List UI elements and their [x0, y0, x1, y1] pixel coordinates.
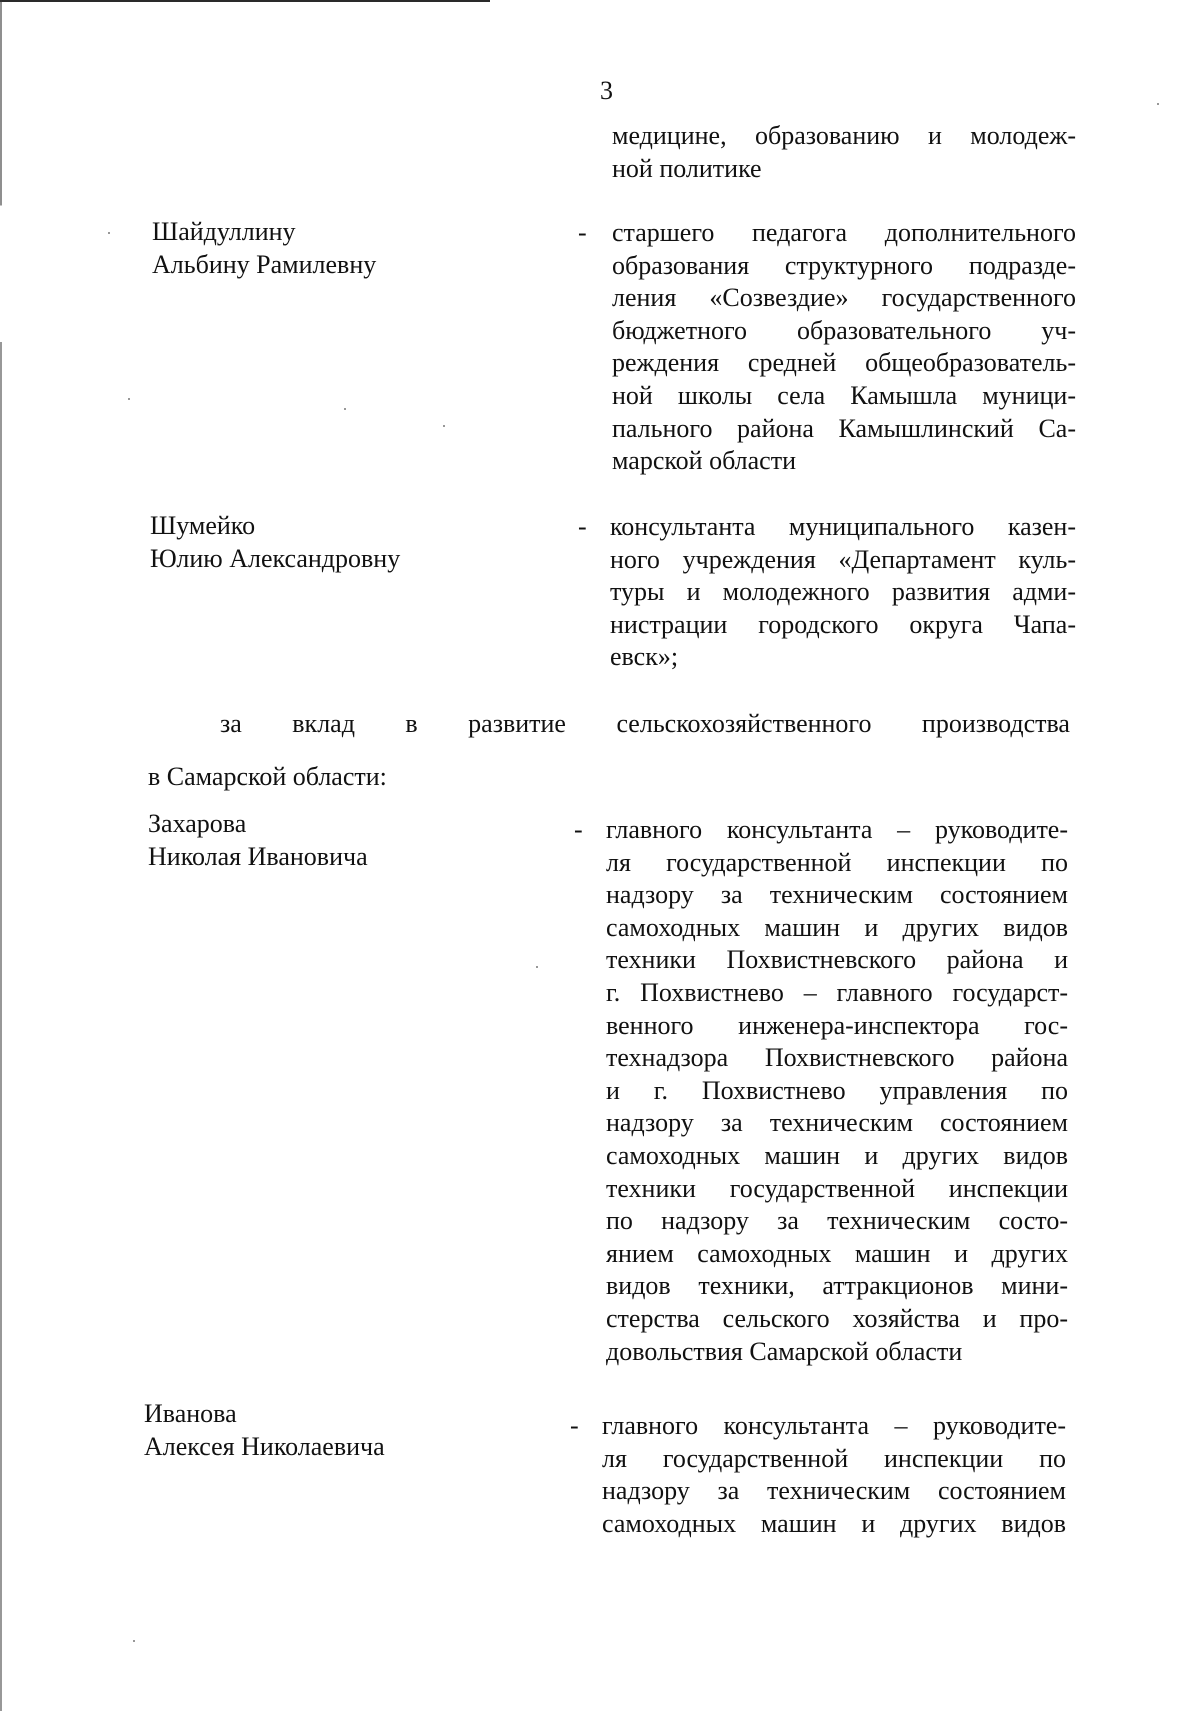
- position-line: и г. Похвистнево управления по: [606, 1075, 1068, 1105]
- scan-speck: [128, 398, 130, 400]
- position-line: по надзору за техническим состо-: [606, 1206, 1068, 1236]
- position-line: самоходных машин и других видов: [602, 1508, 1066, 1538]
- position-line: реждения средней общеобразователь-: [612, 348, 1076, 378]
- continuation-line: медицине, образованию и молодеж-: [612, 121, 1076, 150]
- position-line: ной школы села Камышла муници-: [612, 380, 1076, 410]
- awardee-position: [602, 1410, 1066, 1540]
- awardee-surname: Шайдуллину: [152, 217, 296, 246]
- position-line: надзору за техническим состоянием: [602, 1476, 1066, 1506]
- awardee-position: [606, 814, 1068, 1368]
- awardee-given-names: Алексея Николаевича: [144, 1431, 385, 1461]
- position-line: надзору за техническим состоянием: [606, 880, 1068, 910]
- awardee-position: [610, 511, 1076, 674]
- scan-speck: [443, 425, 445, 427]
- heading-word: сельскохозяйственного: [616, 709, 872, 738]
- position-line: ного учреждения «Департамент куль-: [610, 544, 1076, 574]
- position-line: стерства сельского хозяйства и про-: [606, 1303, 1068, 1333]
- position-line: туры и молодежного развития адми-: [610, 577, 1076, 607]
- position-line: ля государственной инспекции по: [602, 1443, 1066, 1473]
- position-line: нистрации городского округа Чапа-: [610, 609, 1076, 639]
- scan-speck: [1157, 103, 1159, 105]
- awardee-given-names: Николая Ивановича: [148, 841, 368, 871]
- awardee-surname: Иванова: [144, 1399, 237, 1428]
- position-line: пального района Камышлинский Са-: [612, 413, 1076, 443]
- heading-word: производства: [921, 709, 1070, 738]
- scan-left-edge: [0, 0, 2, 1711]
- position-line: видов техники, аттракционов мини-: [606, 1271, 1068, 1301]
- position-line: техники государственной инспекции: [606, 1173, 1068, 1203]
- position-line: бюджетного образовательного уч-: [612, 315, 1076, 345]
- continuation-line: ной политике: [612, 153, 762, 183]
- entry-dash: -: [578, 218, 587, 247]
- heading-word: вклад: [292, 709, 355, 738]
- position-line: марской области: [612, 446, 796, 476]
- section-heading: [148, 708, 1070, 793]
- awardee-given-names: Альбину Рамилевну: [152, 249, 377, 279]
- awardee-surname: Шумейко: [150, 511, 256, 540]
- position-line: техники Похвистневского района и: [606, 945, 1068, 975]
- position-line: главного консультанта – руководите-: [602, 1411, 1066, 1440]
- awardee-name: [152, 216, 376, 281]
- position-line: главного консультанта – руководите-: [606, 815, 1068, 844]
- section-heading-line: в Самарской области:: [148, 761, 387, 791]
- awardee-position: [612, 217, 1076, 478]
- awardee-surname: Захарова: [148, 809, 247, 838]
- position-line: образования структурного подразде-: [612, 250, 1076, 280]
- scan-edge-line: [0, 0, 490, 2]
- entry-dash: -: [570, 1411, 579, 1440]
- position-line: довольствия Самарской области: [606, 1336, 963, 1366]
- position-line: надзору за техническим состоянием: [606, 1108, 1068, 1138]
- position-line: г. Похвистнево – главного государст-: [606, 977, 1068, 1007]
- position-line: самоходных машин и других видов: [606, 912, 1068, 942]
- scan-speck: [344, 408, 346, 410]
- heading-word: в: [405, 709, 418, 738]
- scan-speck: [536, 966, 538, 968]
- section-heading-line: [148, 708, 1070, 741]
- position-line: старшего педагога дополнительного: [612, 218, 1076, 247]
- position-line: венного инженера-инспектора гос-: [606, 1010, 1068, 1040]
- position-line: янием самоходных машин и других: [606, 1238, 1068, 1268]
- position-line: евск»;: [610, 642, 679, 672]
- position-line: самоходных машин и других видов: [606, 1140, 1068, 1170]
- position-line: ления «Созвездие» государственного: [612, 283, 1076, 313]
- heading-word: за: [220, 709, 242, 738]
- awardee-name: [150, 510, 400, 575]
- position-line: технадзора Похвистневского района: [606, 1043, 1068, 1073]
- position-line: консультанта муниципального казен-: [610, 512, 1076, 541]
- page-number: 3: [600, 76, 613, 105]
- entry-dash: -: [574, 815, 583, 844]
- continuation-text: [612, 120, 1076, 185]
- awardee-name: [144, 1398, 385, 1463]
- awardee-name: [148, 808, 368, 873]
- awardee-given-names: Юлию Александровну: [150, 543, 401, 573]
- entry-dash: -: [578, 512, 587, 541]
- heading-word: развитие: [468, 709, 566, 738]
- position-line: ля государственной инспекции по: [606, 847, 1068, 877]
- scan-speck: [108, 232, 110, 234]
- scan-speck: [133, 1640, 135, 1642]
